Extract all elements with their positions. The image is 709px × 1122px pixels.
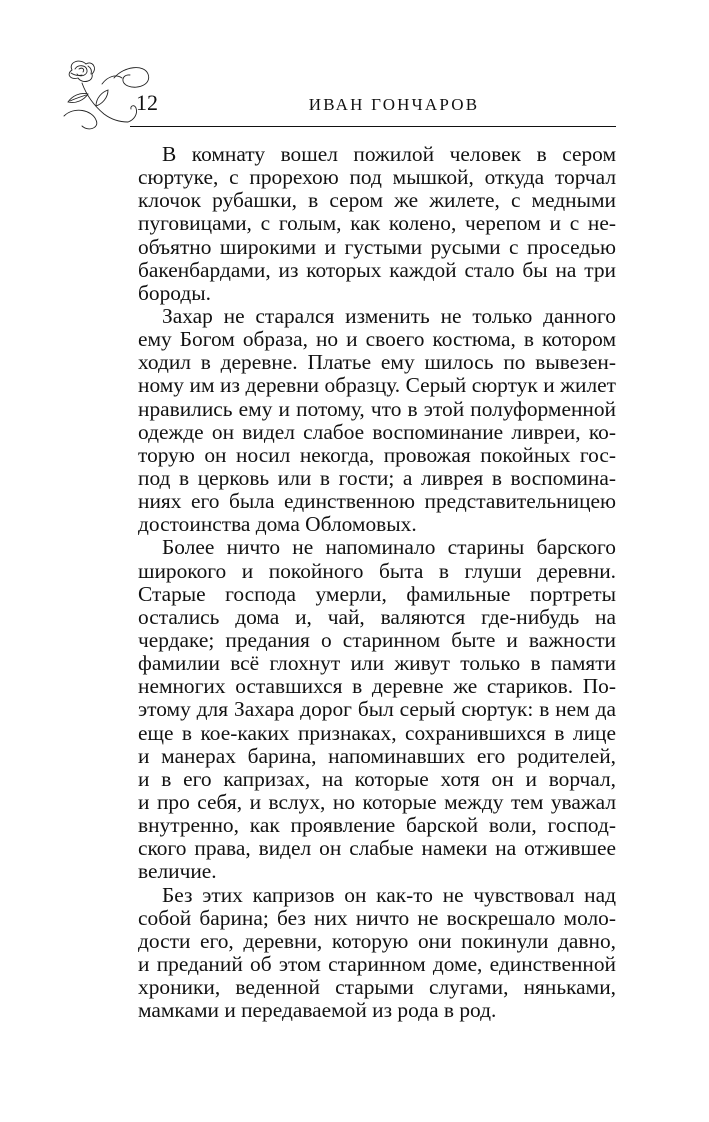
text-line: немногих оставшихся в деревне же стариков. По- xyxy=(138,674,616,699)
text-line: и преданий об этом старинном доме, единственной xyxy=(138,951,616,976)
text-line: Более ничто не напоминало старины барского xyxy=(162,535,616,560)
text-line: пуговицами, с голым, как колено, черепом и с не- xyxy=(138,211,616,236)
text-line: ского права, видел он слабые намеки на отжившее xyxy=(138,836,616,861)
text-line: ниях его была единственною представительницею xyxy=(138,489,616,514)
text-line: достоинства дома Обломовых. xyxy=(138,512,417,537)
text-line: одежде он видел слабое воспоминание ливреи, ко- xyxy=(138,419,616,444)
text-line: широкого и покойного быта в глуши деревни. xyxy=(138,558,616,583)
text-line: ему Богом образа, но и своего костюма, в котором xyxy=(138,327,616,352)
text-line: ходил в деревне. Платье ему шилось по вывезен- xyxy=(138,350,616,375)
text-line: фамилии всё глохнут или живут только в памяти xyxy=(138,651,616,676)
text-line: собой барина; без них ничто не воскрешало моло- xyxy=(138,905,616,930)
text-line: еще в кое-каких признаках, сохранившихся в лице xyxy=(138,720,616,745)
text-line: бороды. xyxy=(138,280,211,305)
text-line: дости его, деревни, которую они покинули давно, xyxy=(138,928,616,953)
text-line: клочок рубашки, в сером же жилете, с медными xyxy=(138,188,616,213)
text-line: остались дома и, чай, валяются где-нибудь на xyxy=(138,604,616,629)
text-line: Захар не старался изменить не только данного xyxy=(162,303,616,328)
header-rule xyxy=(130,126,616,127)
text-line: бакенбардами, из которых каждой стало бы на три xyxy=(138,257,616,282)
text-line: мамками и передаваемой из рода в род. xyxy=(138,998,497,1023)
text-line: и манерах барина, напоминавших его родителей, xyxy=(138,743,616,768)
text-line: Без этих капризов он как-то не чувствовал над xyxy=(162,882,616,907)
body-text xyxy=(138,143,616,1022)
text-line: величие. xyxy=(138,859,217,884)
page-number: 12 xyxy=(136,90,158,115)
text-line: чердаке; предания о старинном быте и важности xyxy=(138,627,616,652)
text-line: хроники, веденной старыми слугами, няньками, xyxy=(138,975,616,1000)
text-line: этому для Захара дорог был серый сюртук: в нем да xyxy=(138,697,616,722)
text-line: внутренно, как проявление барской воли, господ- xyxy=(138,813,616,838)
text-line: сюртуке, с прорехою под мышкой, откуда торчал xyxy=(138,165,616,190)
text-line: В комнату вошел пожилой человек в сером xyxy=(162,142,616,166)
text-line: торую он носил некогда, провожая покойных гос- xyxy=(138,442,616,467)
text-line: объятно широкими и густыми русыми с проседью xyxy=(138,234,616,259)
text-line: под в церковь или в гости; а ливрея в воспомина- xyxy=(138,465,616,490)
running-head: ИВАН ГОНЧАРОВ xyxy=(308,95,480,114)
text-line: Старые господа умерли, фамильные портреты xyxy=(138,581,616,606)
text-line: нравились ему и потому, что в этой полуформенной xyxy=(138,396,616,421)
text-line: и в его капризах, на которые хотя он и ворчал, xyxy=(138,766,616,791)
text-line: ному им из деревни образцу. Серый сюртук и жилет xyxy=(138,373,616,398)
text-line: и про себя, и вслух, но которые между тем уважал xyxy=(138,789,616,814)
